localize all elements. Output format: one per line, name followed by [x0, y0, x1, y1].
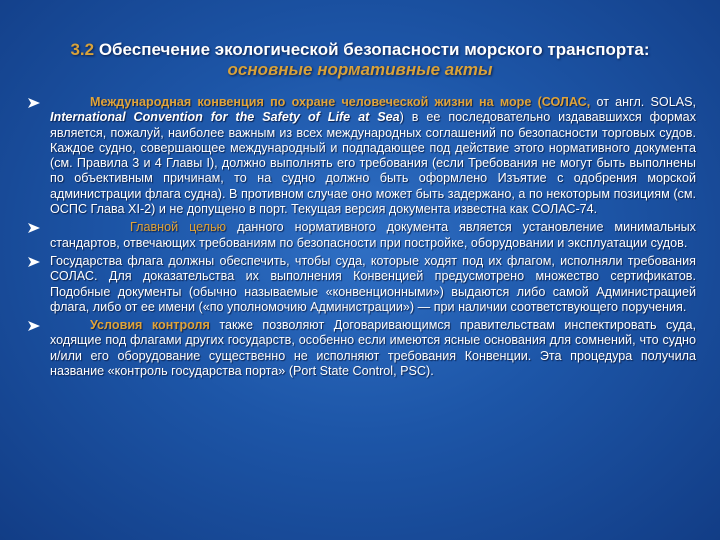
bullet-heading: Международная конвенция по охране человеческой жизни на море (СОЛАС [90, 95, 587, 109]
bullet-text: Государства флага должны обеспечить, чтобы суда, которые ходят под их флагом, исполняли требования СОЛАС. Для доказательства их выполнения Конвенцией предусмотрено множество сертификатов. Подобные документы (обычно называемые «конвенционными») выдаются либо самой Администрацией флага, либо от ее имени («по уполномочию Администрации») — при наличии соответствующего поручения. [50, 253, 696, 314]
arrow-bullet-icon [28, 257, 40, 267]
slide-title [20, 40, 700, 80]
bullet-item-main-goal [28, 220, 696, 251]
bullet-item-flag-states [28, 254, 696, 315]
bullet-text: ) в ее последовательно издававшихся формах является, пожалуй, наиболее важным из всех международных соглашений по безопасности торговых судов. Каждое судно, совершающее международный и подпадающее под действие этого нормативного документа (см. Правила 3 и 4 Главы I), должно выполнять его требования (если Требования не могут быть выполнены по объективным причинам, то на судно должно быть оформлено Изъятие с одобрения морской администрации флага судна). В противном случае оно может быть задержано, а по некоторым позициям (см. ОСПС Глава XI-2) и не допущено в порт. Текущая версия документа известна как СОЛАС-74. [50, 110, 696, 217]
bullet-text: данного нормативного документа является установление минимальных стандартов, отвечающих требованиям по безопасности при постройке, оборудовании и эксплуатации судов. [50, 220, 696, 250]
bullet-text: также позволяют Договаривающимся правительствам инспектировать суда, ходящие под флагами других государств, особенно если имеются ясные основания для сомнений, что судно и/или его оборудование существенно не исполняют требования Конвенции. Эта процедура получила название «контроль государства порта» (Port State Control, PSC). [50, 318, 697, 379]
arrow-bullet-icon [28, 321, 40, 331]
bullet-list [28, 95, 696, 382]
title-number: 3.2 [70, 40, 95, 59]
title-subtitle: основные нормативные акты [227, 60, 493, 79]
title-text: Обеспечение экологической безопасности морского транспорта: [98, 40, 650, 59]
bullet-heading: Условия контроля [90, 318, 210, 333]
bullet-heading-tail: , [586, 95, 591, 109]
bullet-heading: Главной целью [130, 220, 227, 235]
bullet-item-control [28, 318, 696, 379]
arrow-bullet-icon [28, 98, 40, 108]
arrow-bullet-icon [28, 223, 40, 233]
bullet-pre: от англ. SOLAS, [596, 95, 697, 109]
bullet-emphasis: International Convention for the Safety of Life at Sea [50, 110, 400, 125]
bullet-item-solas [28, 95, 696, 217]
